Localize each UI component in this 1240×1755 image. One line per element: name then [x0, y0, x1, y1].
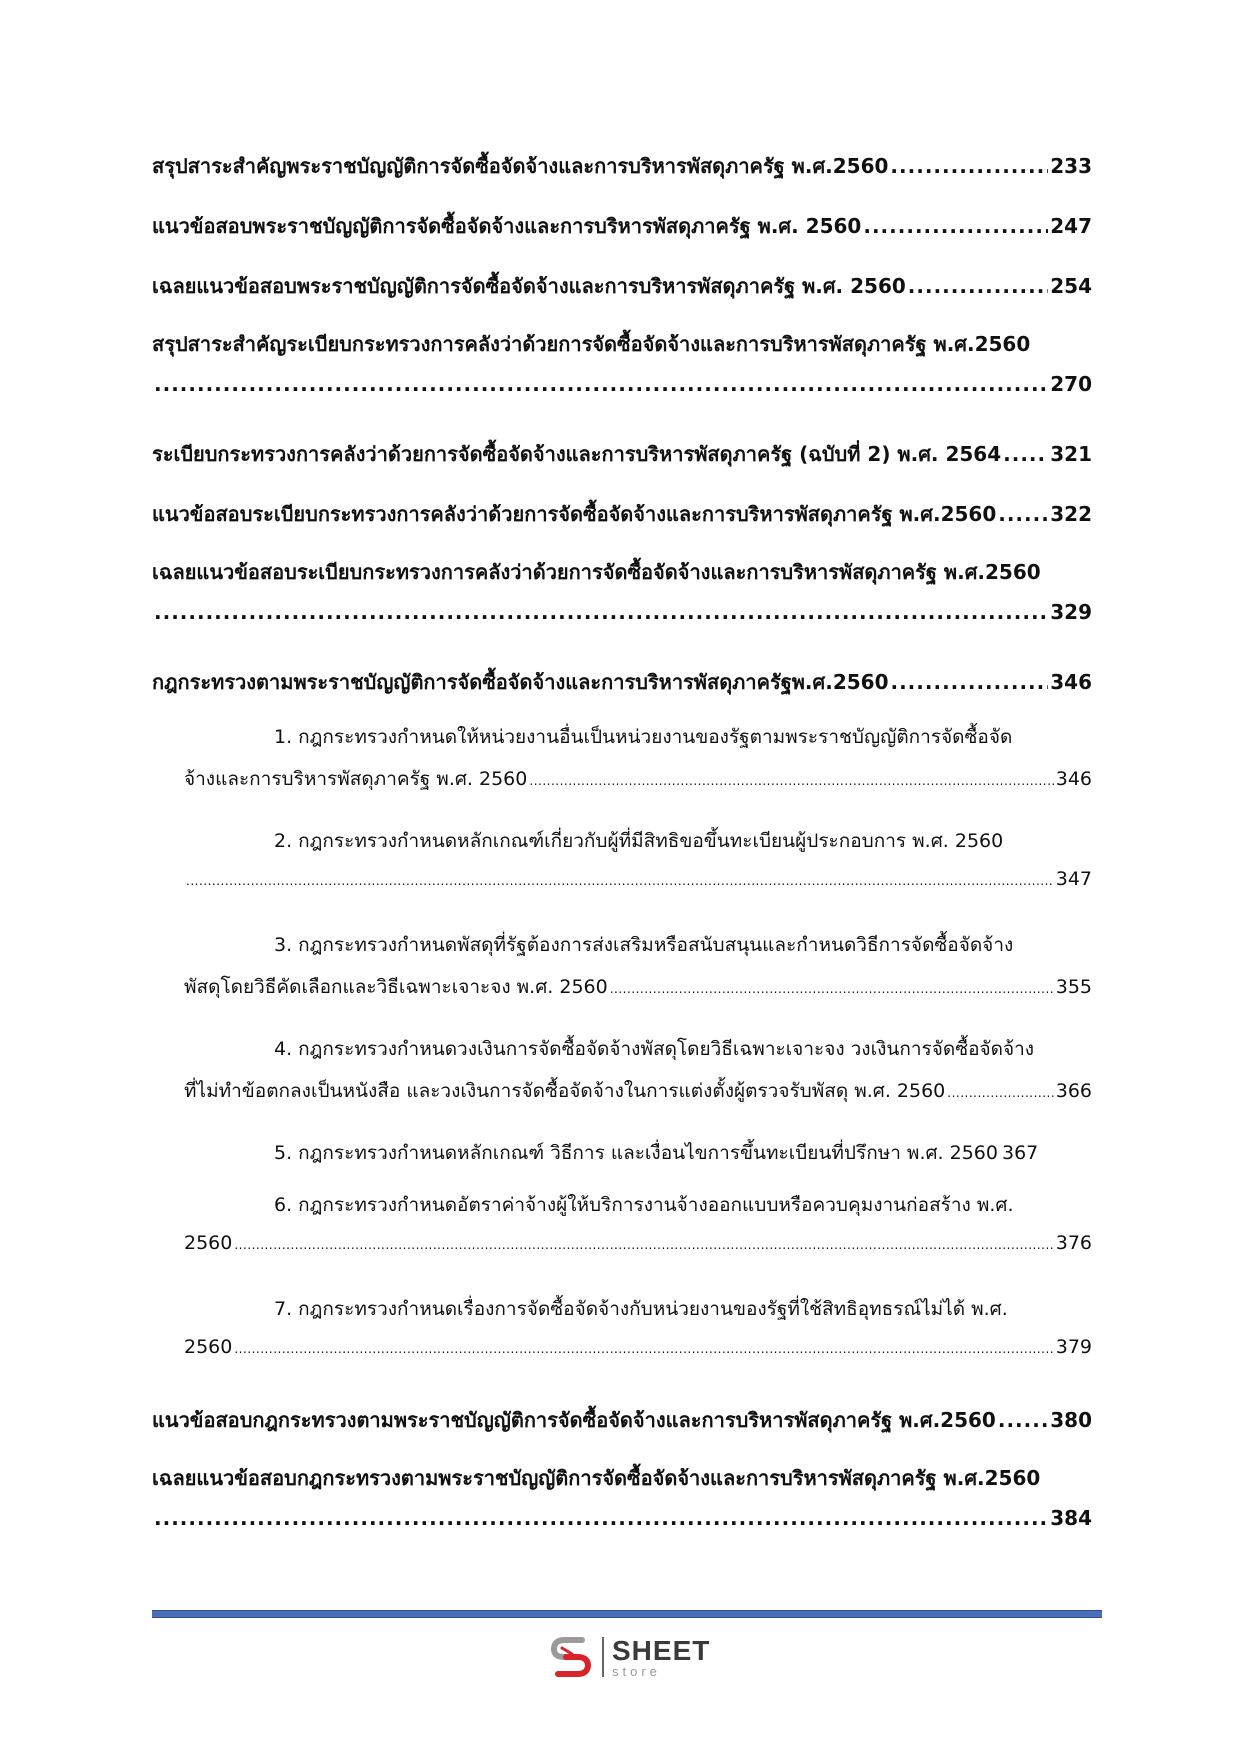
toc-page-number: 346: [1055, 768, 1092, 790]
toc-leader-dots: [998, 1408, 1048, 1432]
toc-entry[interactable]: [152, 666, 1092, 716]
toc-subentry[interactable]: [152, 1190, 1092, 1282]
toc-subentry-title: 1. กฎกระทรวงกำหนดให้หน่วยงานอื่นเป็นหน่วยงานของรัฐตามพระราชบัญญัติการจัดซื้อจัด: [274, 726, 1013, 748]
toc-leader-dots: [908, 274, 1048, 298]
toc-leader-dots: [234, 1238, 1053, 1252]
toc-page-number: 347: [1055, 868, 1092, 890]
toc-entry[interactable]: [152, 556, 1092, 650]
toc-entry[interactable]: [152, 210, 1092, 260]
toc-leader-dots: [998, 502, 1048, 526]
toc-leader-dots: [529, 774, 1053, 788]
toc-page-number: 321: [1050, 442, 1092, 466]
toc-subentry-title-cont: 2560: [184, 1232, 233, 1254]
toc-page-number: 233: [1050, 154, 1092, 178]
toc-page-number: 380: [1050, 1408, 1092, 1432]
toc-subentry-title-cont: จ้างและการบริหารพัสดุภาครัฐ พ.ศ. 2560: [184, 768, 528, 790]
toc-leader-dots: [863, 214, 1048, 238]
toc-leader-dots: [1003, 442, 1048, 466]
toc-leader-dots: [154, 1506, 1048, 1530]
sheet-store-s-icon: [548, 1634, 594, 1680]
toc-subentry[interactable]: [152, 930, 1092, 1022]
toc-page-number: 376: [1055, 1232, 1092, 1254]
toc-entry-title: แนวข้อสอบระเบียบกระทรวงการคลังว่าด้วยการจัดซื้อจัดจ้างและการบริหารพัสดุภาครัฐ พ.ศ.2560: [152, 502, 997, 526]
toc-leader-dots: [186, 874, 1054, 888]
toc-page-number: 366: [1055, 1080, 1092, 1102]
toc-entry-title: กฎกระทรวงตามพระราชบัญญัติการจัดซื้อจัดจ้างและการบริหารพัสดุภาครัฐพ.ศ.2560: [152, 670, 889, 694]
toc-page-number: 254: [1050, 274, 1092, 298]
toc-entry-title: สรุปสาระสำคัญพระราชบัญญัติการจัดซื้อจัดจ้างและการบริหารพัสดุภาครัฐ พ.ศ.2560: [152, 154, 889, 178]
toc-subentry-title-cont: พัสดุโดยวิธีคัดเลือกและวิธีเฉพาะเจาะจง พ.ศ. 2560: [184, 976, 608, 998]
toc-subentry-title: 5. กฎกระทรวงกำหนดหลักเกณฑ์ วิธีการ และเงื่อนไขการขึ้นทะเบียนที่ปรึกษา พ.ศ. 2560: [274, 1142, 998, 1164]
toc-page-number: 355: [1055, 976, 1092, 998]
toc-subentry-title-cont: ที่ไม่ทำข้อตกลงเป็นหนังสือ และวงเงินการจัดซื้อจัดจ้างในการแต่งตั้งผู้ตรวจรับพัสดุ พ.ศ. 2560: [184, 1080, 946, 1102]
toc-subentry-title-cont: 2560: [184, 1336, 233, 1358]
toc-entry-title: สรุปสาระสำคัญระเบียบกระทรวงการคลังว่าด้วยการจัดซื้อจัดจ้างและการบริหารพัสดุภาครัฐ พ.ศ.2560: [152, 332, 1031, 356]
toc-entry-title: เฉลยแนวข้อสอบพระราชบัญญัติการจัดซื้อจัดจ้างและการบริหารพัสดุภาครัฐ พ.ศ. 2560: [152, 274, 906, 298]
toc-subentry-title: 6. กฎกระทรวงกำหนดอัตราค่าจ้างผู้ให้บริการงานจ้างออกแบบหรือควบคุมงานก่อสร้าง พ.ศ.: [274, 1194, 1014, 1216]
toc-subentry[interactable]: [152, 1294, 1092, 1386]
toc-subentry[interactable]: [152, 722, 1092, 814]
toc-subentry[interactable]: [152, 1138, 1092, 1188]
toc-page-number: 270: [1050, 372, 1092, 396]
toc-entry[interactable]: [152, 328, 1092, 422]
logo-wordmark: [612, 1634, 711, 1679]
toc-subentry-title: 2. กฎกระทรวงกำหนดหลักเกณฑ์เกี่ยวกับผู้ที่มีสิทธิขอขึ้นทะเบียนผู้ประกอบการ พ.ศ. 2560: [274, 830, 1004, 852]
toc-leader-dots: [154, 372, 1048, 396]
toc-page-number: 384: [1050, 1506, 1092, 1530]
toc-leader-dots: [610, 982, 1054, 996]
toc-leader-dots: [947, 1086, 1053, 1100]
toc-page-number: 247: [1050, 214, 1092, 238]
logo-subtext: store: [612, 1663, 661, 1679]
toc-entry-title: แนวข้อสอบพระราชบัญญัติการจัดซื้อจัดจ้างและการบริหารพัสดุภาครัฐ พ.ศ. 2560: [152, 214, 862, 238]
toc-entry[interactable]: [152, 1404, 1092, 1454]
toc-subentry[interactable]: [152, 826, 1092, 918]
logo-text: SHEET: [612, 1634, 711, 1666]
toc-entry-title: แนวข้อสอบกฎกระทรวงตามพระราชบัญญัติการจัดซื้อจัดจ้างและการบริหารพัสดุภาครัฐ พ.ศ.2560: [152, 1408, 996, 1432]
toc-subentry-title: 7. กฎกระทรวงกำหนดเรื่องการจัดซื้อจัดจ้างกับหน่วยงานของรัฐที่ใช้สิทธิอุทธรณ์ไม่ได้ พ.ศ.: [274, 1298, 1008, 1320]
toc-leader-dots: [890, 154, 1048, 178]
toc-subentry-title: 3. กฎกระทรวงกำหนดพัสดุที่รัฐต้องการส่งเสริมหรือสนับสนุนและกำหนดวิธีการจัดซื้อจัดจ้าง: [274, 934, 1014, 956]
toc-entry-title: ระเบียบกระทรวงการคลังว่าด้วยการจัดซื้อจัดจ้างและการบริหารพัสดุภาครัฐ (ฉบับที่ 2) พ.ศ. 2564: [152, 442, 1002, 466]
toc-entry[interactable]: [152, 438, 1092, 488]
toc-page-number: 322: [1050, 502, 1092, 526]
toc-subentry-title: 4. กฎกระทรวงกำหนดวงเงินการจัดซื้อจัดจ้างพัสดุโดยวิธีเฉพาะเจาะจง วงเงินการจัดซื้อจัดจ้าง: [274, 1038, 1035, 1060]
brand-logo: [548, 1630, 710, 1684]
toc-leader-dots: [234, 1342, 1053, 1356]
toc-page-number: 329: [1050, 600, 1092, 624]
toc-entry[interactable]: [152, 1462, 1092, 1556]
footer-divider: [152, 1610, 1102, 1618]
toc-entry[interactable]: [152, 270, 1092, 320]
toc-entry[interactable]: [152, 150, 1092, 200]
toc-leader-dots: [890, 670, 1048, 694]
toc-subentry[interactable]: [152, 1034, 1092, 1126]
toc-entry-title: เฉลยแนวข้อสอบระเบียบกระทรวงการคลังว่าด้วยการจัดซื้อจัดจ้างและการบริหารพัสดุภาครัฐ พ.ศ.2560: [152, 560, 1041, 584]
toc-page-number: 367: [1002, 1142, 1039, 1164]
toc-leader-dots: [154, 600, 1048, 624]
toc-entry[interactable]: [152, 498, 1092, 548]
toc-page-number: 346: [1050, 670, 1092, 694]
logo-separator: [602, 1637, 604, 1677]
toc-page-number: 379: [1055, 1336, 1092, 1358]
toc-entry-title: เฉลยแนวข้อสอบกฎกระทรวงตามพระราชบัญญัติการจัดซื้อจัดจ้างและการบริหารพัสดุภาครัฐ พ.ศ.2560: [152, 1466, 1041, 1490]
